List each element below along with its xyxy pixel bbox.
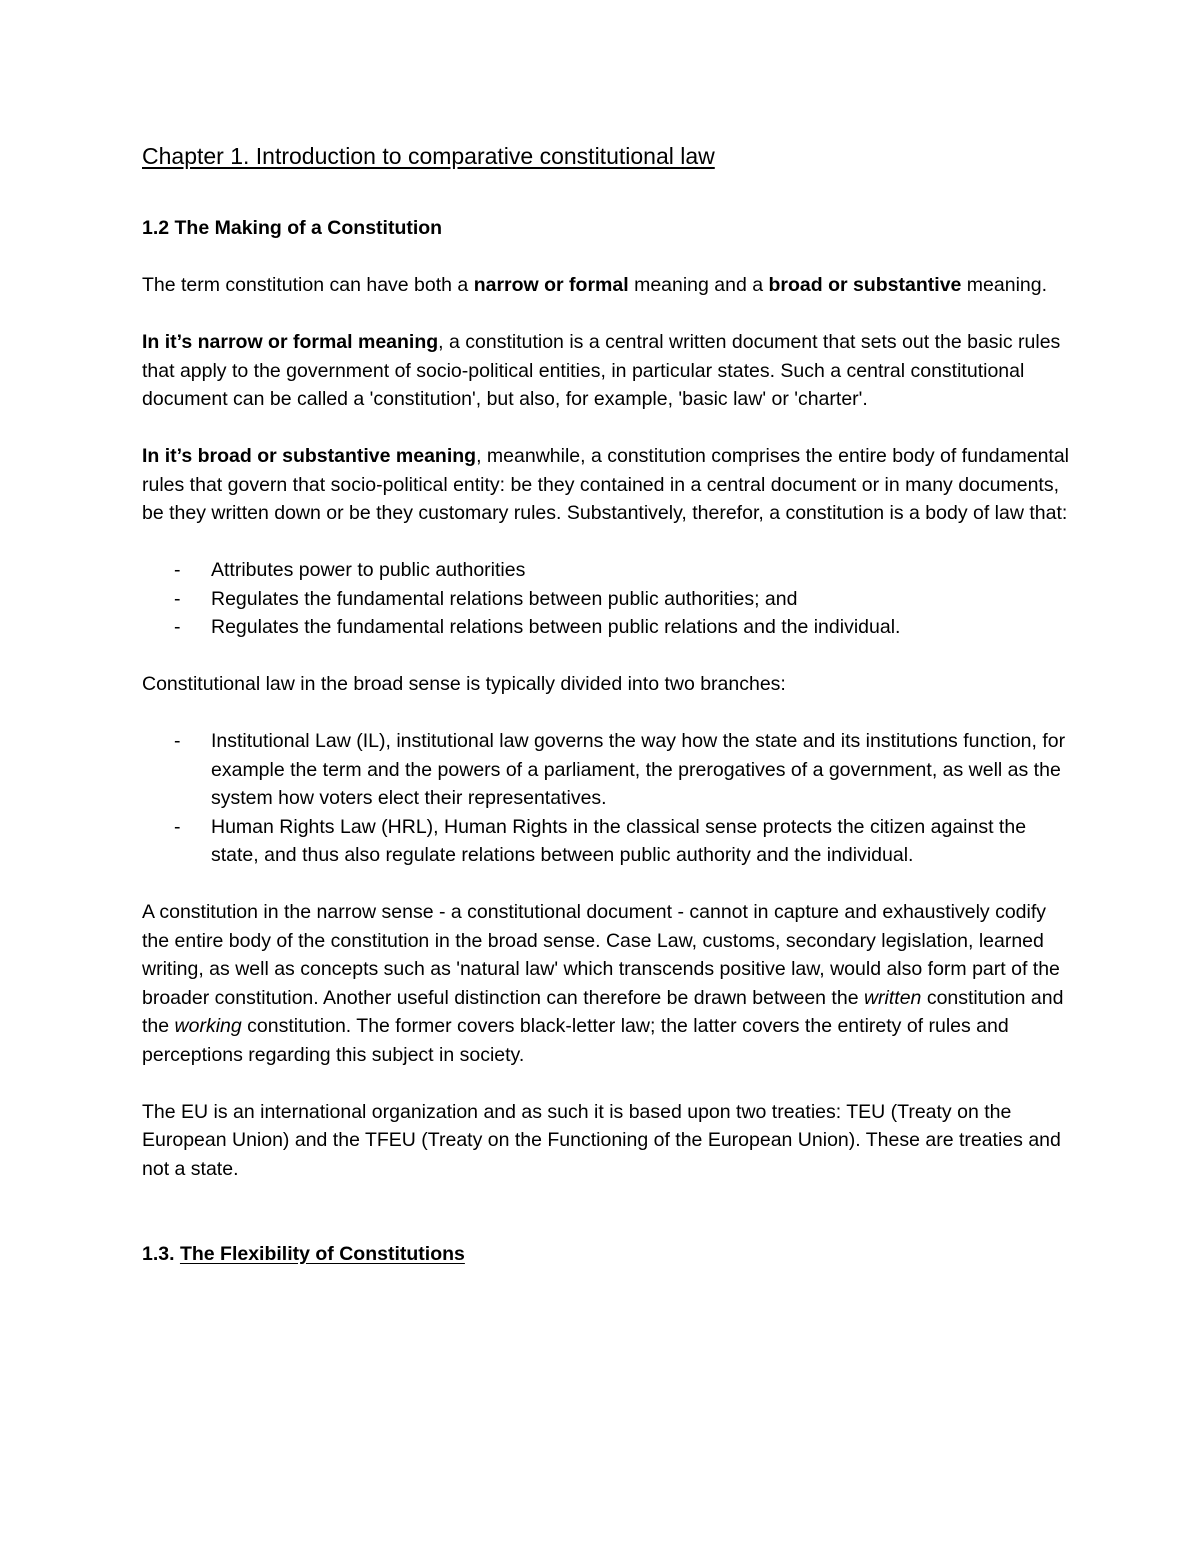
section-heading-1-2: 1.2 The Making of a Constitution [142,217,443,239]
bold-narrow-formal: narrow or formal [473,274,629,296]
paragraph-narrow-meaning: In it’s narrow or formal meaning, a constitution is a central written document that sets out the basic rules that apply to the government of socio-political entities, in particular states. Such a central constitutional document can be called a 'constitution', but also, for example, 'basic law' or 'charter'. [142,331,1061,410]
paragraph-two-branches: Constitutional law in the broad sense is typically divided into two branches: [142,673,786,695]
bold-broad-substantive: broad or substantive [768,274,962,296]
bold-broad-meaning-lead: In it’s broad or substantive meaning [142,445,477,467]
list-branches [142,727,1072,870]
list-item: - Attributes power to public authorities [174,559,526,581]
list-body-of-law [142,556,1072,642]
paragraph-written-working: A constitution in the narrow sense - a constitutional document - cannot in capture and exhaustively codify the entire body of the constitution in the broad sense. Case Law, customs, secondary legislation, learned writing, as well as concepts such as 'natural law' which transcends positive law, would also form part of the broader constitution. Another useful distinction can therefore be drawn between the written constitution and the working constitution. The former covers black-letter law; the latter covers the entirety of rules and perceptions regarding this subject in society. [142,901,1064,1066]
chapter-title: Chapter 1. Introduction to comparative constitutional law [142,143,715,169]
list-item: - Regulates the fundamental relations between public relations and the individual. [174,616,901,638]
list-item: - Human Rights Law (HRL), Human Rights in the classical sense protects the citizen against the state, and thus also regulate relations between public authority and the individual. [174,815,1027,866]
paragraph-broad-meaning: In it’s broad or substantive meaning, meanwhile, a constitution comprises the entire body of fundamental rules that govern that socio-political entity: be they contained in a central document or in many documents, be they written down or be they customary rules. Substantively, therefor, a constitution is a body of law that: [142,445,1070,524]
italic-written: written [863,986,922,1009]
section-title-flexibility: The Flexibility of Constitutions [179,1243,465,1265]
paragraph-term-definition: The term constitution can have both a narrow or formal meaning and a broad or substantive meaning. [142,274,1048,296]
document-page [142,139,1072,1269]
paragraph-eu: The EU is an international organization and as such it is based upon two treaties: TEU (Treaty on the European Union) and the TFEU (Treaty on the Functioning of the European Union). These are treaties and not a state. [142,1100,1061,1180]
bold-narrow-meaning-lead: In it’s narrow or formal meaning [142,331,439,353]
list-item: - Institutional Law (IL), institutional law governs the way how the state and its institutions function, for example the term and the powers of a parliament, the prerogatives of a government, as well as the system how voters elect their representatives. [174,730,1066,809]
list-item: - Regulates the fundamental relations between public authorities; and [174,587,798,610]
section-heading-1-3: 1.3. The Flexibility of Constitutions [142,1243,465,1265]
italic-working: working [174,1015,242,1037]
